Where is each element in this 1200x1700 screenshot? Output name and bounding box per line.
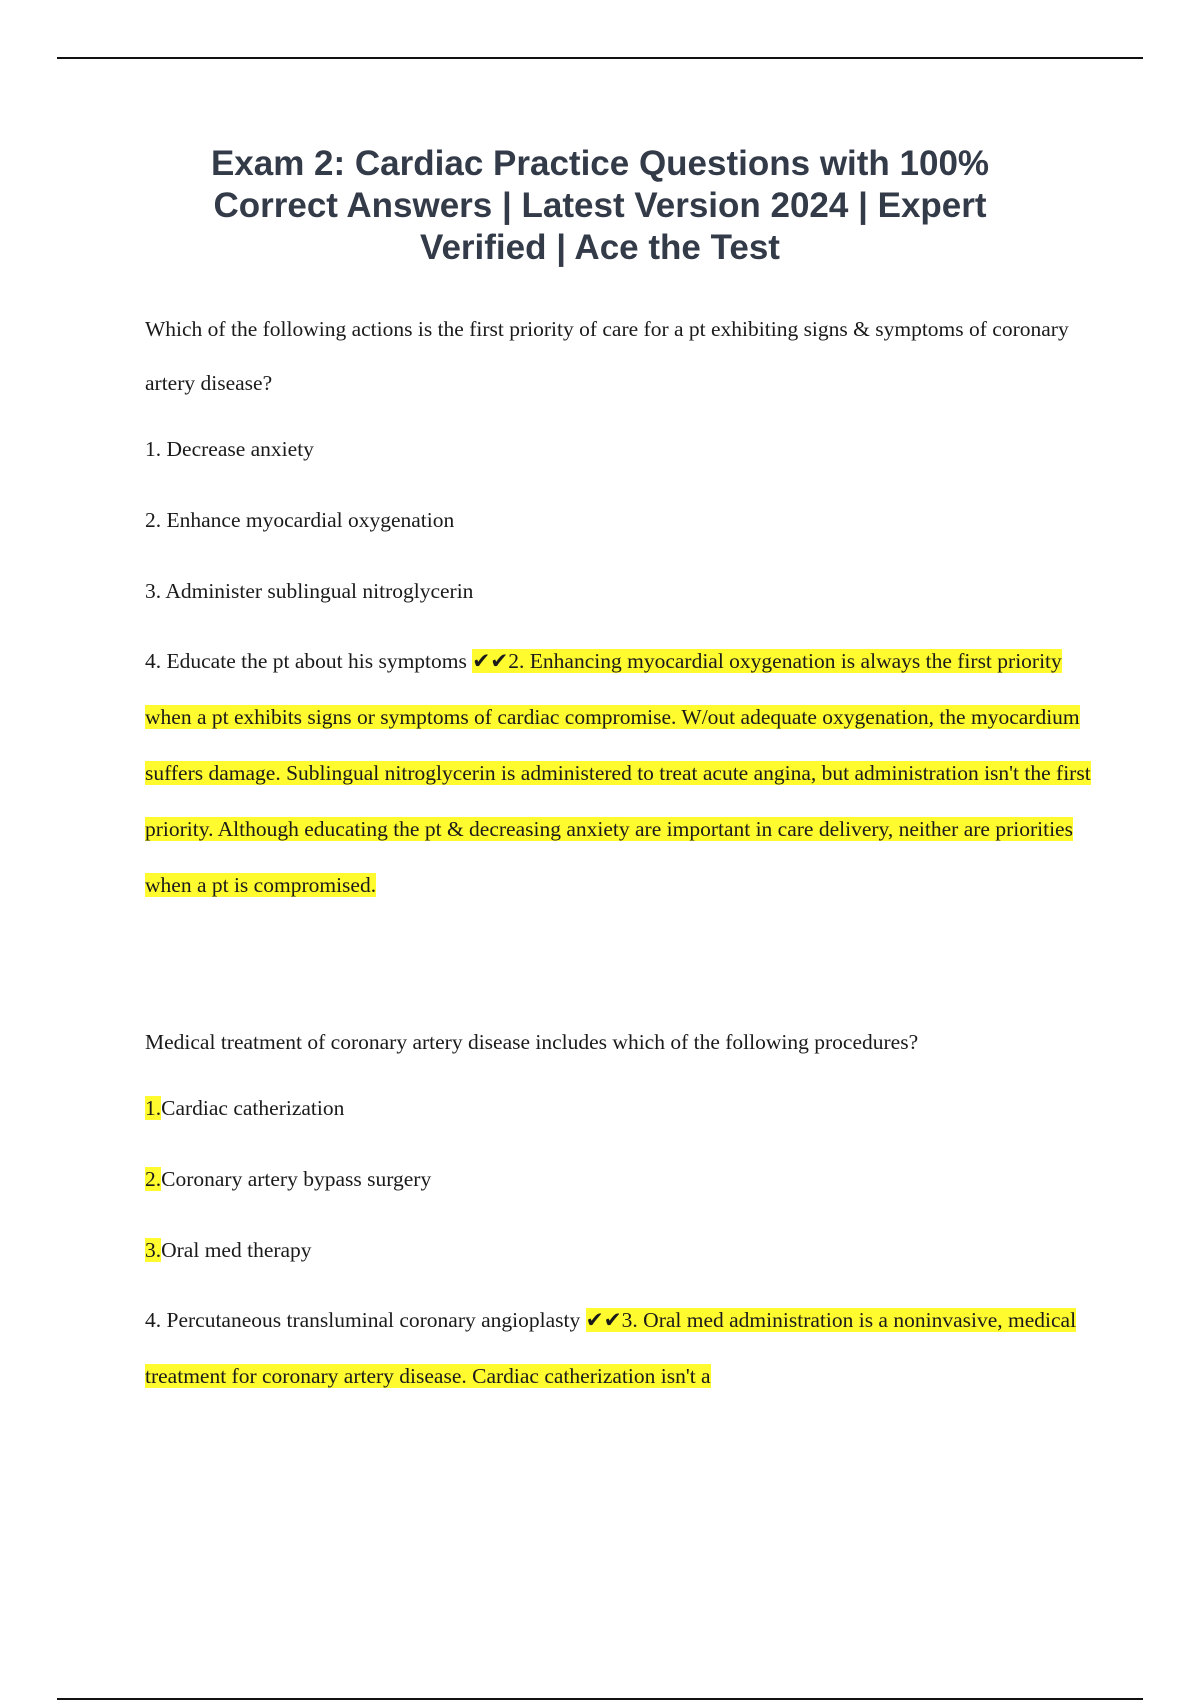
question-2-option-1-number: 1.	[145, 1096, 162, 1120]
question-2-option-4-number: 4.	[145, 1308, 162, 1332]
question-1-option-2: 2. Enhance myocardial oxygenation	[145, 508, 455, 532]
question-1-option-4-with-answer	[145, 633, 1095, 913]
question-1-option-1: 1. Decrease anxiety	[145, 437, 314, 461]
question-1-option-4: 4. Educate the pt about his symptoms	[145, 649, 467, 673]
document-title: Exam 2: Cardiac Practice Questions with 100% Correct Answers | Latest Version 2024 | Expert Verified | Ace the Test	[210, 144, 990, 267]
question-1-prompt: Which of the following actions is the first priority of care for a pt exhibiting signs & symptoms of coronary artery disease?	[145, 317, 1069, 395]
question-2	[145, 1015, 1095, 1404]
question-2-option-4-with-answer	[145, 1292, 1095, 1404]
question-2-option-2	[145, 1144, 1095, 1215]
question-2-option-3-number: 3.	[145, 1238, 162, 1262]
question-1	[145, 302, 1095, 913]
question-2-option-1-text: Cardiac catherization	[161, 1096, 345, 1120]
question-1-answer: ✔✔2. Enhancing myocardial oxygenation is always the first priority when a pt exhibits signs or symptoms of cardiac compromise. W/out adequate oxygenation, the myocardium suffers damage. Sublingual nitroglycerin is administered to treat acute angina, but administration isn't the first priority. Although educating the pt & decreasing anxiety are important in care delivery, neither are priorities when a pt is compromised.	[145, 649, 1091, 897]
question-2-option-3	[145, 1215, 1095, 1286]
question-2-option-4-text: Percutaneous transluminal coronary angioplasty	[166, 1308, 581, 1332]
question-2-option-3-text: Oral med therapy	[161, 1238, 312, 1262]
question-1-option-3: 3. Administer sublingual nitroglycerin	[145, 579, 474, 603]
question-2-prompt: Medical treatment of coronary artery disease includes which of the following procedures?	[145, 1030, 919, 1054]
question-2-option-1	[145, 1073, 1095, 1144]
question-2-option-2-text: Coronary artery bypass surgery	[161, 1167, 432, 1191]
question-2-option-2-number: 2.	[145, 1167, 162, 1191]
question-2-answer: ✔✔3. Oral med administration is a noninvasive, medical treatment for coronary artery disease. Cardiac catherization isn't a	[145, 1308, 1077, 1388]
top-rule	[57, 57, 1143, 59]
